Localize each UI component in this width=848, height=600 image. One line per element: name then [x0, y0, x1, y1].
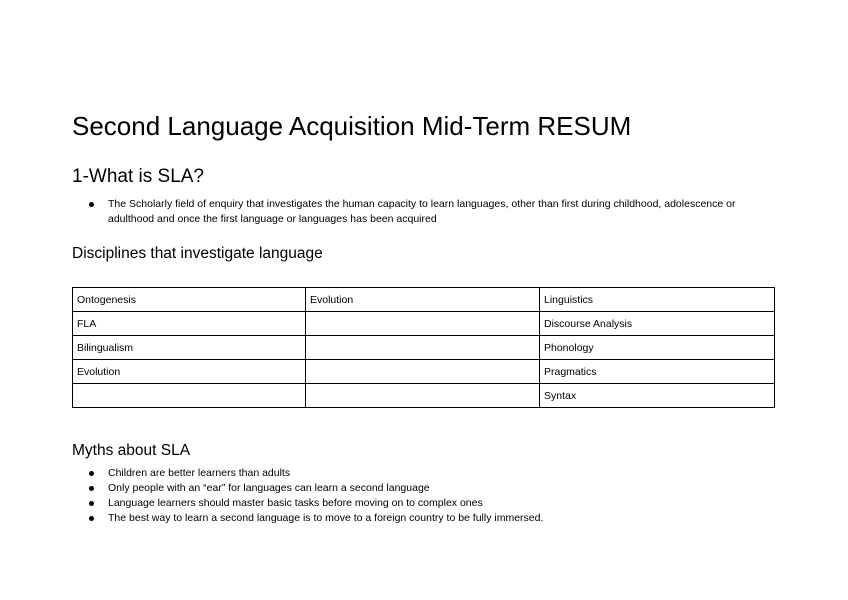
table-cell: Discourse Analysis — [540, 312, 775, 336]
document-title: Second Language Acquisition Mid-Term RESUM — [72, 111, 632, 141]
list-item: The Scholarly field of enquiry that investigates the human capacity to learn languages, other than first during childhood, adolescence or adulthood and once the first language or languages has been acquired — [72, 197, 778, 227]
table-cell: Evolution — [306, 288, 540, 312]
list-item: Children are better learners than adults — [72, 466, 778, 481]
table-cell: FLA — [73, 312, 306, 336]
table-cell: Linguistics — [540, 288, 775, 312]
table-cell — [306, 384, 540, 408]
table-cell — [306, 360, 540, 384]
list-item: Only people with an “ear” for languages can learn a second language — [72, 481, 778, 496]
table-row — [73, 336, 775, 360]
table-cell: Phonology — [540, 336, 775, 360]
table-cell: Pragmatics — [540, 360, 775, 384]
table-cell — [306, 312, 540, 336]
myths-heading: Myths about SLA — [72, 442, 191, 459]
table-cell: Bilingualism — [73, 336, 306, 360]
table-row — [73, 384, 775, 408]
myths-list — [72, 466, 778, 526]
section-heading-what-is-sla: 1-What is SLA? — [72, 166, 204, 187]
sla-definition-list — [72, 197, 778, 227]
table-row — [73, 312, 775, 336]
list-item: Language learners should master basic tasks before moving on to complex ones — [72, 496, 778, 511]
table-cell: Syntax — [540, 384, 775, 408]
table-cell — [306, 336, 540, 360]
table-cell: Evolution — [73, 360, 306, 384]
table-cell: Ontogenesis — [73, 288, 306, 312]
table-row — [73, 288, 775, 312]
disciplines-heading: Disciplines that investigate language — [72, 245, 323, 262]
table-row — [73, 360, 775, 384]
disciplines-table — [72, 287, 775, 408]
list-item: The best way to learn a second language is to move to a foreign country to be fully immersed. — [72, 511, 778, 526]
table-cell — [73, 384, 306, 408]
